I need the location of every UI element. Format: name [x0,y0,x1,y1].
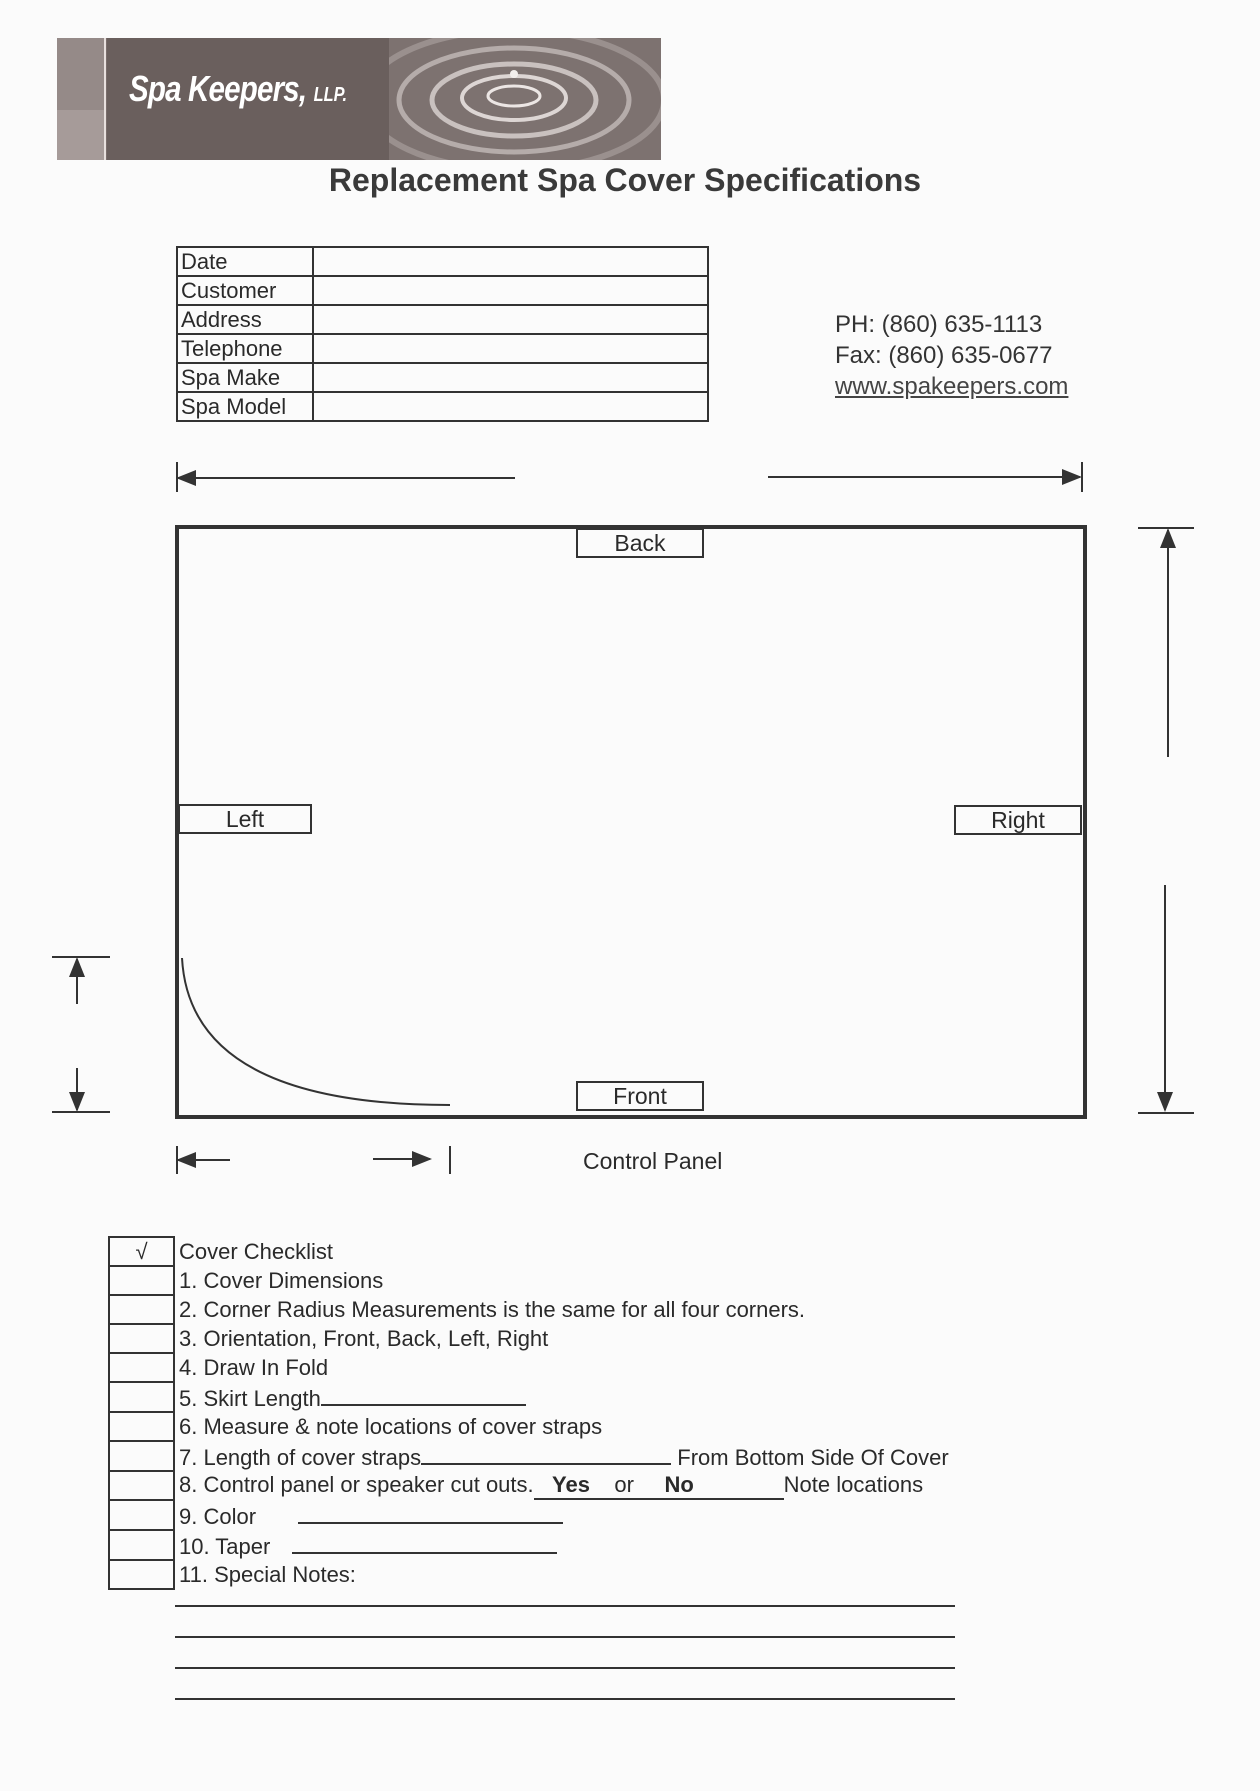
back-label: Back [576,528,704,558]
checklist-item-label: 8. Control panel or speaker cut outs. [179,1472,534,1497]
left-label: Left [178,804,312,834]
logo-text: Spa Keepers, LLP. [129,68,348,109]
info-label: Telephone [177,334,313,363]
right-label: Right [954,805,1082,835]
checklist-item [109,1353,1080,1382]
info-label: Spa Model [177,392,313,421]
cover-checklist [108,1236,1081,1590]
checklist-item-label: 9. Color [179,1504,257,1529]
checklist-item-label: 11. Special Notes: [179,1562,356,1587]
checklist-item [109,1441,1080,1471]
checklist-checkbox[interactable] [109,1295,174,1324]
special-notes-line[interactable] [175,1636,955,1638]
info-label: Date [177,247,313,276]
checklist-item [109,1530,1080,1560]
checklist-item [109,1295,1080,1324]
checklist-item-label: 10. Taper [179,1534,271,1559]
note-locations-text: Note locations [783,1472,924,1497]
checklist-checkbox[interactable] [109,1500,174,1530]
front-label: Front [576,1081,704,1111]
taper-blank[interactable] [292,1530,557,1554]
info-label: Customer [177,276,313,305]
fax-number: Fax: (860) 635-0677 [835,342,1053,369]
document-title: Replacement Spa Cover Specifications [328,162,922,198]
phone-number: PH: (860) 635-1113 [835,311,1043,338]
no-option[interactable]: No [664,1472,694,1497]
checklist-item [109,1412,1080,1441]
checklist-item-label: 6. Measure & note locations of cover straps [179,1414,603,1439]
checklist-checkbox[interactable] [109,1412,174,1441]
checklist-title: Cover Checklist [179,1239,334,1264]
special-notes-line[interactable] [175,1667,955,1669]
check-mark: √ [109,1237,174,1266]
checklist-item-label: 2. Corner Radius Measurements is the same for all four corners. [179,1297,806,1322]
control-panel-label: Control Panel [583,1148,723,1174]
skirt-length-blank[interactable] [321,1382,526,1406]
checklist-checkbox[interactable] [109,1266,174,1295]
checklist-checkbox[interactable] [109,1353,174,1382]
checklist-item-label: 5. Skirt Length [179,1386,321,1411]
checklist-item [109,1324,1080,1353]
checklist-item [109,1500,1080,1530]
or-text: or [614,1472,634,1497]
checklist-header-row [109,1237,1080,1266]
checklist-checkbox[interactable] [109,1530,174,1560]
strap-length-blank[interactable] [421,1441,671,1465]
checklist-checkbox[interactable] [109,1324,174,1353]
website-link[interactable]: www.spakeepers.com [835,373,1069,400]
checklist-item-label: 4. Draw In Fold [179,1355,329,1380]
checklist-checkbox[interactable] [109,1441,174,1471]
info-label: Spa Make [177,363,313,392]
strap-length-suffix: From Bottom Side Of Cover [677,1445,949,1470]
checklist-checkbox[interactable] [109,1560,174,1589]
yes-option[interactable]: Yes [552,1472,590,1497]
checklist-item [109,1382,1080,1412]
checklist-item [109,1266,1080,1295]
special-notes-line[interactable] [175,1605,955,1607]
special-notes-line[interactable] [175,1698,955,1700]
info-label: Address [177,305,313,334]
checklist-item-label: 3. Orientation, Front, Back, Left, Right [179,1326,549,1351]
checklist-item [109,1560,1080,1589]
color-blank[interactable] [298,1500,563,1524]
checklist-item-label: 1. Cover Dimensions [179,1268,384,1293]
checklist-checkbox[interactable] [109,1471,174,1500]
checklist-item-label: 7. Length of cover straps [179,1445,422,1470]
checklist-checkbox[interactable] [109,1382,174,1412]
checklist-item [109,1471,1080,1500]
